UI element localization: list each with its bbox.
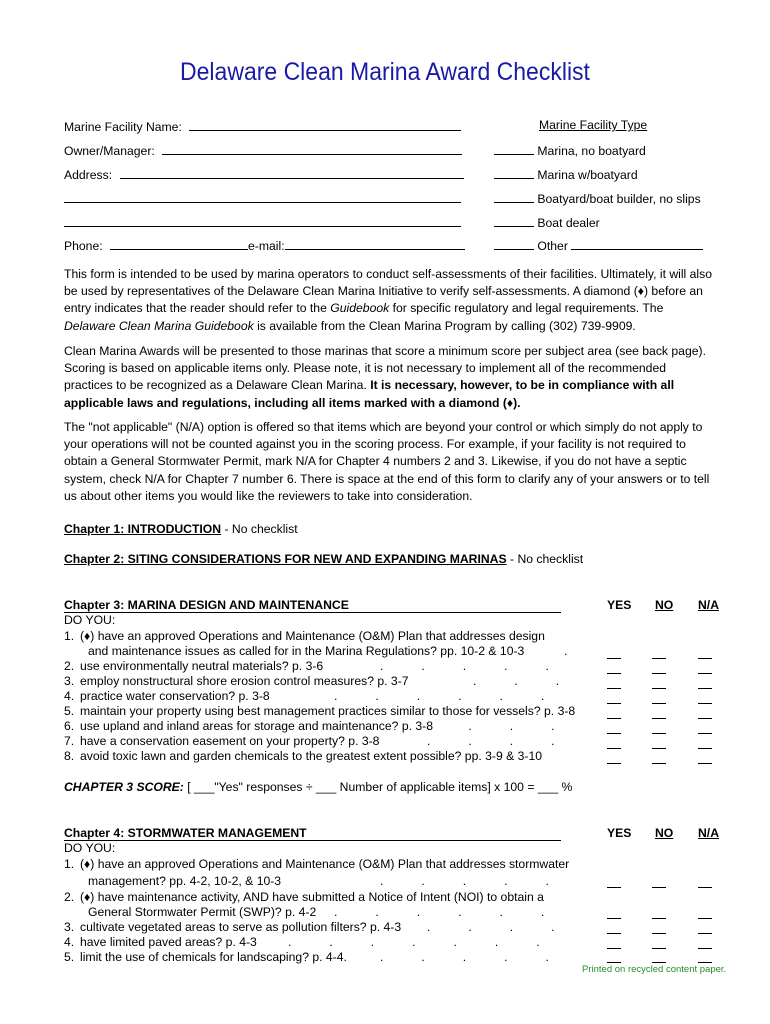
facility-type-header: Marine Facility Type — [539, 118, 648, 132]
checklist-item: 7. have a conservation easement on your property? p. 3-8 — [64, 734, 380, 748]
dot-leader: ....... — [288, 935, 578, 949]
type-option-2[interactable] — [494, 166, 638, 182]
checklist-item-cont: General Stormwater Permit (SWP)? p. 4-2 — [88, 905, 317, 919]
phone-label: Phone: — [64, 239, 103, 253]
checklist-item: 2. use environmentally neutral materials? p. 3-6 — [64, 659, 324, 673]
email-label: e-mail: — [248, 239, 285, 253]
intro-paragraph-3: The "not applicable" (N/A) option is offered so that items which are beyond your control or which simply do not apply to your operations will not be counted against you in the scoring process. For example, if your facility is not required to obtain a General Stormwater Permit, mark N/A for Chapter 4 numbers 2 and 3. Likewise, if you do not have a septic system, check N/A for Chapter 7 number 6. There is space at the end of this form to clarify any of your answers or to tell us about other items you would like the reviewers to take into consideration. — [64, 420, 710, 503]
dot-leader: ...... — [334, 905, 583, 919]
checklist-item: 5. maintain your property using best management practices similar to those for vessels? p. 3-8 — [64, 704, 576, 718]
checklist-item-cont: management? pp. 4-2, 10-2, & 10-3 — [88, 874, 282, 888]
recycled-paper-note: Printed on recycled content paper. — [582, 964, 727, 975]
chapter-3-heading: Chapter 3: MARINA DESIGN AND MAINTENANCE — [64, 598, 561, 613]
other-line[interactable] — [571, 237, 703, 250]
type-option-4[interactable] — [494, 214, 600, 230]
owner-label: Owner/Manager: — [64, 144, 155, 158]
type-option-1[interactable] — [494, 142, 646, 158]
chapter-4-heading: Chapter 4: STORMWATER MANAGEMENT — [64, 826, 561, 841]
checklist-item: 3. cultivate vegetated areas to serve as pollution filters? p. 4-3 — [64, 920, 402, 934]
type-label: Other — [537, 239, 568, 253]
dot-leader: .... — [427, 719, 593, 733]
na-column-header: N/A — [698, 826, 719, 840]
dot-leader: ..... — [380, 874, 587, 888]
type-label: Marina, no boatyard — [537, 144, 646, 158]
dot-leader: .... — [427, 734, 593, 748]
facility-name-line[interactable] — [189, 118, 461, 131]
yes-column-header: YES — [607, 826, 632, 840]
address-row[interactable] — [64, 166, 464, 182]
checklist-item: 2. (♦) have maintenance activity, AND have submitted a Notice of Intent (NOI) to obtain a — [64, 890, 544, 904]
checklist-item-cont: and maintenance issues as called for in the Marina Regulations? pp. 10-2 & 10-3 — [88, 644, 525, 658]
checklist-item: 6. use upland and inland areas for storage and maintenance? p. 3-8 — [64, 719, 434, 733]
dot-leader: ... — [473, 674, 598, 688]
do-you-label: DO YOU: — [64, 841, 116, 855]
checklist-item: 1. (♦) have an approved Operations and Maintenance (O&M) Plan that addresses stormwater — [64, 857, 570, 871]
chapter-3-score[interactable]: CHAPTER 3 SCORE: [ ___"Yes" responses ÷ ___ Number of applicable items] x 100 = ___ % — [64, 780, 573, 794]
dot-leader: . — [564, 644, 568, 658]
intro-paragraph-2: Clean Marina Awards will be presented to those marinas that score a minimum score per subject area (see back page). Scoring is based on applicable items only. Please note, it is not necessary to implement all of the recommended practices to be recognized as a Delaware Clean Marina. It is necessary, however, to be in compliance with all applicable laws and regulations, including all items marked with a diamond (♦). — [64, 344, 706, 410]
checklist-item: 8. avoid toxic lawn and garden chemicals to the greatest extent possible? pp. 3-9 & 3-10 — [64, 749, 543, 763]
address-line-3[interactable] — [64, 214, 461, 230]
type-option-5[interactable] — [494, 237, 703, 253]
phone-email-row[interactable] — [64, 237, 465, 253]
intro-paragraph-1: This form is intended to be used by marina operators to conduct self-assessments of their facilities. Ultimately, it will also be used by representatives of the Delaware Clean Marina Initiative to verify self-assessments. A diamond (♦) before an entry indicates that the reader should refer to the Guidebook for specific regulatory and legal requirements. The Delaware Clean Marina Guidebook is available from the Clean Marina Program by calling (302) 739-9909. — [64, 267, 713, 333]
type-label: Marina w/boatyard — [537, 168, 638, 182]
address-line-1[interactable] — [120, 166, 464, 179]
na-column-header: N/A — [698, 598, 719, 612]
yes-column-header: YES — [607, 598, 632, 612]
no-column-header: NO — [655, 826, 674, 840]
address-line-2[interactable] — [64, 190, 461, 206]
checklist-item: 4. practice water conservation? p. 3-8 — [64, 689, 270, 703]
dot-leader: ..... — [380, 950, 587, 964]
checklist-item: 4. have limited paved areas? p. 4-3 — [64, 935, 257, 949]
address-label: Address: — [64, 168, 113, 182]
owner-line[interactable] — [162, 142, 462, 155]
chapter-1-heading: Chapter 1: INTRODUCTION - No checklist — [64, 522, 298, 536]
checklist-item: 1. (♦) have an approved Operations and Maintenance (O&M) Plan that addresses design — [64, 629, 545, 643]
dot-leader: .... — [427, 920, 593, 934]
dot-leader: ..... — [380, 659, 587, 673]
facility-name-row[interactable] — [64, 118, 461, 134]
page-title: Delaware Clean Marina Award Checklist — [180, 58, 590, 86]
type-label: Boatyard/boat builder, no slips — [537, 192, 701, 206]
chapter-2-heading: Chapter 2: SITING CONSIDERATIONS FOR NEW AND EXPANDING MARINAS - No checklist — [64, 552, 584, 566]
email-line[interactable] — [285, 237, 465, 250]
type-label: Boat dealer — [537, 216, 600, 230]
do-you-label: DO YOU: — [64, 613, 116, 627]
phone-line[interactable] — [110, 237, 248, 250]
facility-name-label: Marine Facility Name: — [64, 120, 182, 134]
checklist-item: 5. limit the use of chemicals for landscaping? p. 4-4. — [64, 950, 347, 964]
owner-row[interactable] — [64, 142, 462, 158]
checklist-item: 3. employ nonstructural shore erosion control measures? p. 3-7 — [64, 674, 409, 688]
no-column-header: NO — [655, 598, 674, 612]
type-option-3[interactable] — [494, 190, 701, 206]
dot-leader: ...... — [334, 689, 583, 703]
